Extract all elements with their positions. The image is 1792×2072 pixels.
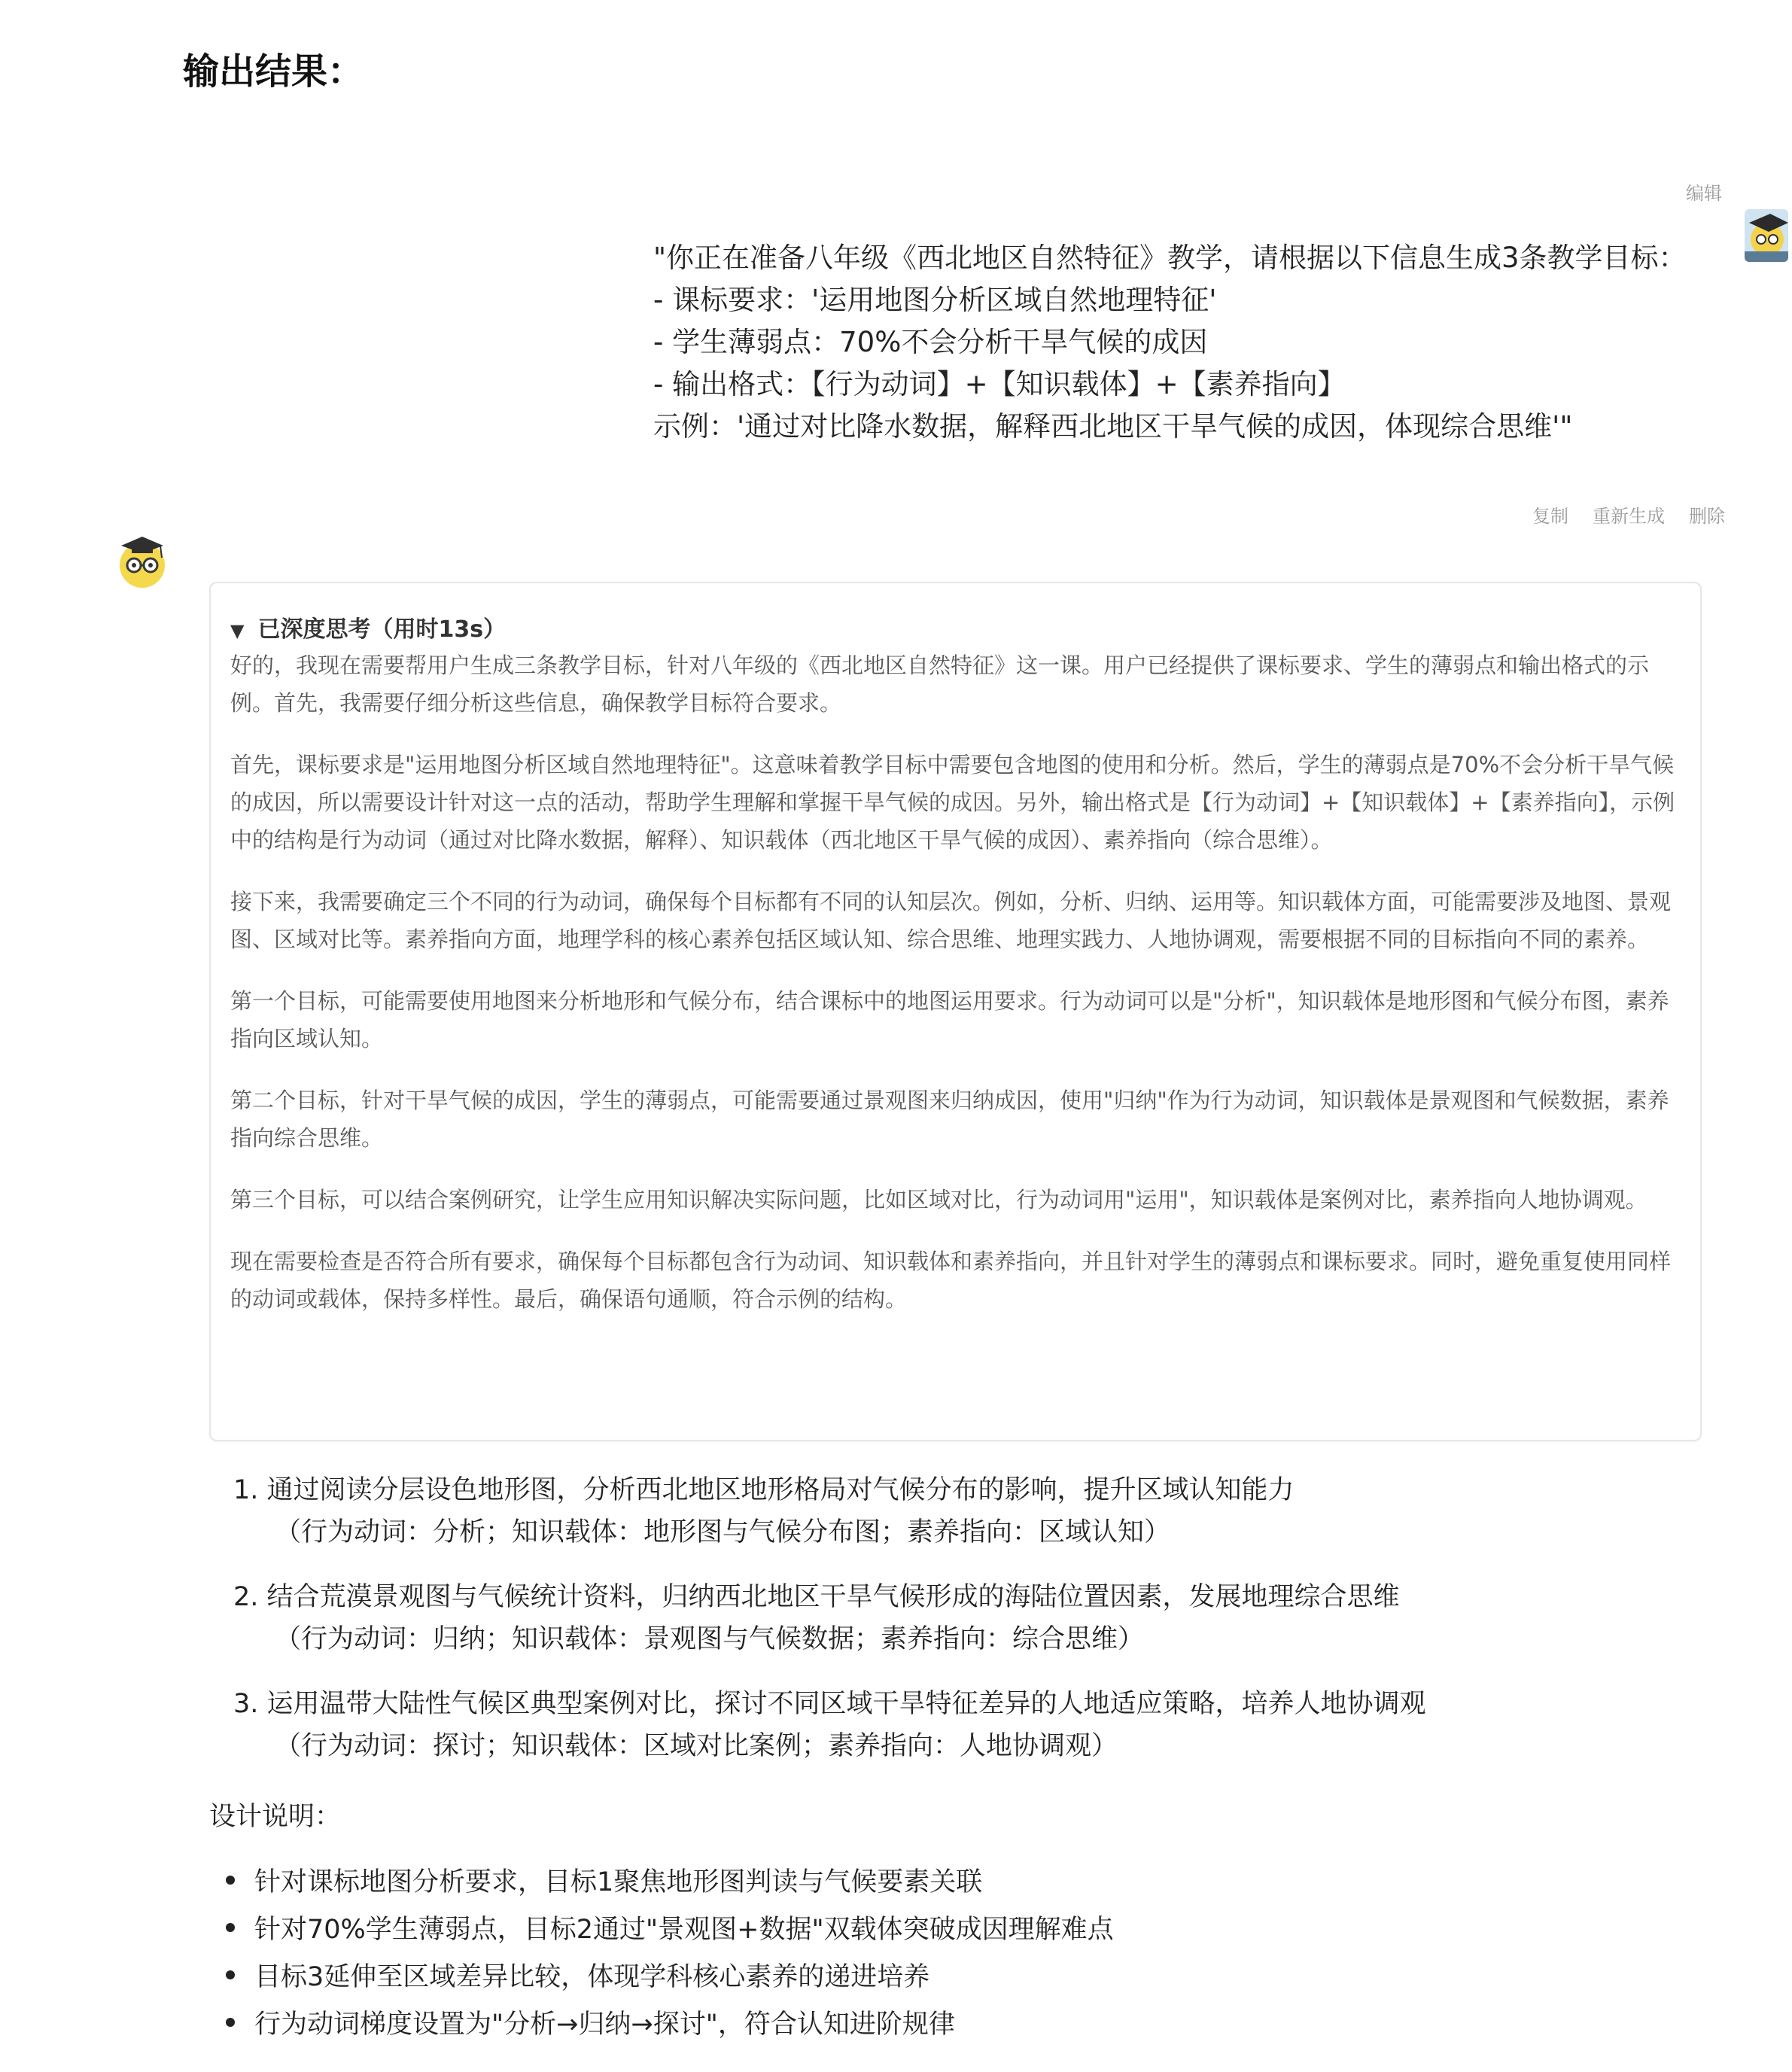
user-avatar-icon (1745, 209, 1788, 262)
list-item (226, 1906, 1114, 1954)
list-item-text: 目标3延伸至区域差异比较，体现学科核心素养的递进培养 (254, 1962, 930, 1992)
thinking-panel (209, 582, 1702, 1441)
bullet-icon (226, 1923, 235, 1932)
triangle-down-icon: ▼ (230, 620, 245, 641)
list-item (226, 1954, 1114, 2001)
thinking-paragraph: 第二个目标，针对干旱气候的成因，学生的薄弱点，可能需要通过景观图来归纳成因，使用"归纳"作为行为动词，知识载体是景观图和气候数据，素养指向综合思维。 (230, 1088, 1669, 1151)
user-message-line: "你正在准备八年级《西北地区自然特征》教学，请根据以下信息生成3条教学目标： (653, 242, 1687, 274)
list-item-text: 针对课标地图分析要求，目标1聚焦地形图判读与气候要素关联 (254, 1867, 983, 1897)
thinking-paragraph: 首先，课标要求是"运用地图分析区域自然地理特征"。这意味着教学目标中需要包含地图的使用和分析。然后，学生的薄弱点是70%不会分析干旱气候的成因，所以需要设计针对这一点的活动，帮助学生理解和掌握干旱气候的成因。另外，输出格式是【行为动词】+【知识载体】+【素养指向】，示例中的结构是行为动词（通过对比降水数据，解释）、知识载体（西北地区干旱气候的成因）、素养指向（综合思维）。 (230, 752, 1675, 853)
bullet-icon (226, 1970, 235, 1979)
regenerate-button[interactable]: 重新生成 (1593, 506, 1665, 527)
design-notes-list (226, 1859, 1114, 2049)
thinking-paragraph: 现在需要检查是否符合所有要求，确保每个目标都包含行为动词、知识载体和素养指向，并且针对学生的薄弱点和课标要求。同时，避免重复使用同样的动词或载体，保持多样性。最后，确保语句通顺，符合示例的结构。 (230, 1249, 1672, 1312)
message-actions (1532, 501, 1725, 528)
edit-button[interactable]: 编辑 (1686, 183, 1722, 204)
thinking-content (230, 647, 1683, 1342)
thinking-paragraph: 第三个目标，可以结合案例研究，让学生应用知识解决实际问题，比如区域对比，行为动词用"运用"，知识载体是案例对比，素养指向人地协调观。 (230, 1187, 1647, 1212)
design-notes-heading: 设计说明： (209, 1802, 342, 1832)
list-item (226, 2001, 1114, 2049)
thinking-header-label: 已深度思考（用时13s） (257, 616, 507, 643)
thinking-paragraph: 好的，我现在需要帮用户生成三条教学目标，针对八年级的《西北地区自然特征》这一课。用户已经提供了课标要求、学生的薄弱点和输出格式的示例。首先，我需要仔细分析这些信息，确保教学目标符合要求。 (230, 653, 1650, 716)
goal-text: 3. 运用温带大陆性气候区典型案例对比，探讨不同区域干旱特征差异的人地适应策略，培养人地协调观 (233, 1689, 1426, 1719)
goal-annotation: （行为动词：归纳；知识载体：景观图与气候数据；素养指向：综合思维） (275, 1624, 1145, 1654)
user-message-line: - 课标要求：'运用地图分析区域自然地理特征' (653, 284, 1217, 316)
goal-annotation: （行为动词：分析；知识载体：地形图与气候分布图；素养指向：区域认知） (275, 1517, 1171, 1547)
list-item-text: 针对70%学生薄弱点，目标2通过"景观图+数据"双载体突破成因理解难点 (254, 1915, 1114, 1945)
thinking-paragraph: 接下来，我需要确定三个不同的行为动词，确保每个目标都有不同的认知层次。例如，分析、归纳、运用等。知识载体方面，可能需要涉及地图、景观图、区域对比等。素养指向方面，地理学科的核心素养包括区域认知、综合思维、地理实践力、人地协调观，需要根据不同的目标指向不同的素养。 (230, 889, 1672, 952)
goal-text: 2. 结合荒漠景观图与气候统计资料，归纳西北地区干旱气候形成的海陆位置因素，发展地理综合思维 (233, 1582, 1400, 1612)
assistant-avatar (115, 529, 169, 591)
goal-annotation: （行为动词：探讨；知识载体：区域对比案例；素养指向：人地协调观） (275, 1731, 1118, 1761)
user-message-line: - 输出格式：【行为动词】+【知识载体】+【素养指向】 (653, 368, 1346, 400)
page-title: 输出结果： (183, 50, 364, 93)
goal-item (233, 1683, 1663, 1767)
thinking-paragraph: 第一个目标，可能需要使用地图来分析地形和气候分布，结合课标中的地图运用要求。行为动词可以是"分析"，知识载体是地形图和气候分布图，素养指向区域认知。 (230, 988, 1669, 1051)
list-item-text: 行为动词梯度设置为"分析→归纳→探讨"，符合认知进阶规律 (254, 2010, 955, 2040)
user-message (653, 237, 1707, 448)
goals-list (233, 1469, 1663, 1790)
user-avatar (1745, 209, 1788, 262)
goal-item (233, 1469, 1663, 1553)
user-message-line: - 学生薄弱点：70%不会分析干旱气候的成因 (653, 326, 1208, 358)
goal-item (233, 1576, 1663, 1660)
bullet-icon (226, 1876, 235, 1885)
bullet-icon (226, 2018, 235, 2027)
assistant-avatar-icon (115, 529, 169, 591)
list-item (226, 1859, 1114, 1906)
goal-text: 1. 通过阅读分层设色地形图，分析西北地区地形格局对气候分布的影响，提升区域认知能力 (233, 1475, 1295, 1505)
user-message-line: 示例：'通过对比降水数据，解释西北地区干旱气候的成因，体现综合思维'" (653, 410, 1573, 443)
thinking-toggle[interactable] (230, 610, 506, 644)
copy-button[interactable]: 复制 (1532, 506, 1568, 527)
delete-button[interactable]: 删除 (1689, 506, 1725, 527)
